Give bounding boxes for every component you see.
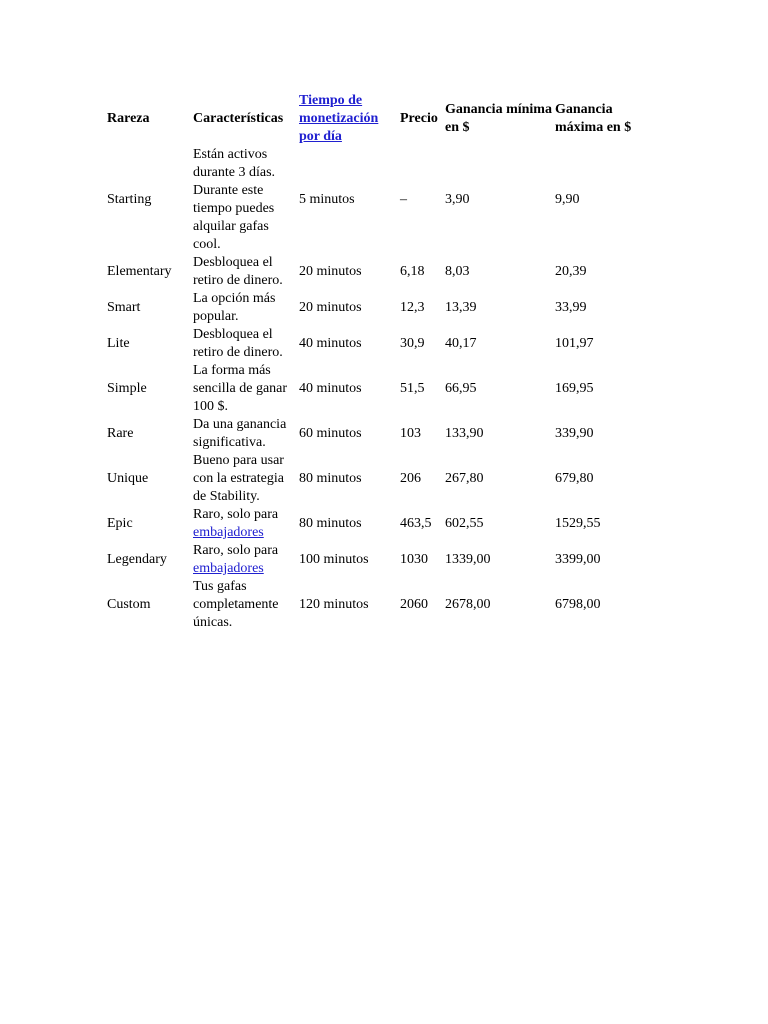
cell-ganancia-max: 20,39 [555,264,587,279]
cell-rareza: Custom [107,597,151,612]
table-row [106,290,656,326]
cell-caracteristicas-text: La forma más sencilla de ganar 100 $. [193,363,288,414]
cell-caracteristicas [192,290,298,326]
cell-rareza: Simple [107,381,147,396]
cell-caracteristicas-text: Desbloquea el retiro de dinero. [193,327,283,360]
cell-caracteristicas [192,362,298,416]
cell-caracteristicas-text: Da una ganancia significativa. [193,417,287,450]
cell-ganancia-max: 9,90 [555,192,580,207]
cell-tiempo: 5 minutos [299,192,355,207]
cell-caracteristicas [192,542,298,578]
cell-tiempo: 100 minutos [299,552,369,567]
header-caracteristicas: Características [193,111,284,126]
cell-caracteristicas-text: Tus gafas completamente únicas. [193,579,279,630]
cell-caracteristicas [192,146,298,254]
cell-rareza: Rare [107,426,134,441]
cell-ganancia-max: 169,95 [555,381,594,396]
header-tiempo [298,92,399,146]
cell-precio: 206 [400,471,421,486]
cell-ganancia-max: 101,97 [555,336,594,351]
table-row [106,542,656,578]
cell-caracteristicas [192,416,298,452]
cell-precio: 6,18 [400,264,425,279]
cell-tiempo: 80 minutos [299,471,362,486]
cell-ganancia-min: 66,95 [445,381,477,396]
cell-tiempo: 60 minutos [299,426,362,441]
cell-rareza: Lite [107,336,130,351]
cell-ganancia-min: 2678,00 [445,597,491,612]
cell-rareza: Unique [107,471,149,486]
cell-precio: 12,3 [400,300,425,315]
table-row [106,578,656,632]
embajadores-link[interactable]: embajadores [193,561,264,576]
cell-tiempo: 40 minutos [299,336,362,351]
cell-ganancia-max: 1529,55 [555,516,601,531]
cell-ganancia-min: 267,80 [445,471,484,486]
cell-precio: 51,5 [400,381,425,396]
embajadores-link[interactable]: embajadores [193,525,264,540]
cell-rareza: Elementary [107,264,172,279]
table-row [106,416,656,452]
table-header-row [106,92,656,146]
header-rareza: Rareza [107,111,150,126]
table-row [106,146,656,254]
cell-caracteristicas [192,254,298,290]
cell-ganancia-min: 1339,00 [445,552,491,567]
cell-precio: 2060 [400,597,428,612]
cell-rareza: Legendary [107,552,167,567]
cell-ganancia-max: 679,80 [555,471,594,486]
cell-ganancia-min: 40,17 [445,336,477,351]
cell-tiempo: 120 minutos [299,597,369,612]
cell-caracteristicas [192,506,298,542]
header-tiempo-link[interactable]: Tiempo de monetización por día [299,93,379,144]
cell-caracteristicas-text: Bueno para usar con la estrategia de Stability. [193,453,284,504]
cell-caracteristicas [192,452,298,506]
cell-ganancia-min: 3,90 [445,192,470,207]
cell-ganancia-min: 602,55 [445,516,484,531]
cell-tiempo: 20 minutos [299,264,362,279]
table-row [106,254,656,290]
cell-caracteristicas-text: Están activos durante 3 días. Durante este tiempo puedes alquilar gafas cool. [193,147,276,252]
cell-caracteristicas-text: La opción más popular. [193,291,276,324]
cell-caracteristicas-text: Raro, solo para [193,507,279,522]
cell-ganancia-min: 133,90 [445,426,484,441]
table-row [106,506,656,542]
cell-rareza: Starting [107,192,152,207]
header-ganancia-max: Ganancia máxima en $ [555,102,632,135]
cell-ganancia-max: 33,99 [555,300,587,315]
cell-tiempo: 20 minutos [299,300,362,315]
cell-ganancia-min: 13,39 [445,300,477,315]
table-row [106,326,656,362]
cell-precio: 463,5 [400,516,432,531]
document-page [106,92,656,632]
header-ganancia-min: Ganancia mínima en $ [445,102,552,135]
cell-caracteristicas [192,326,298,362]
cell-rareza: Epic [107,516,133,531]
cell-tiempo: 40 minutos [299,381,362,396]
cell-ganancia-max: 6798,00 [555,597,601,612]
cell-caracteristicas-text: Desbloquea el retiro de dinero. [193,255,283,288]
cell-precio: – [400,192,407,207]
cell-rareza: Smart [107,300,141,315]
cell-tiempo: 80 minutos [299,516,362,531]
cell-ganancia-min: 8,03 [445,264,470,279]
rarity-table [106,92,656,632]
cell-caracteristicas-text: Raro, solo para [193,543,279,558]
table-row [106,362,656,416]
cell-ganancia-max: 339,90 [555,426,594,441]
cell-caracteristicas [192,578,298,632]
table-row [106,452,656,506]
cell-precio: 1030 [400,552,428,567]
header-precio: Precio [400,111,438,126]
table-body [106,146,656,632]
cell-ganancia-max: 3399,00 [555,552,601,567]
cell-precio: 30,9 [400,336,425,351]
cell-precio: 103 [400,426,421,441]
